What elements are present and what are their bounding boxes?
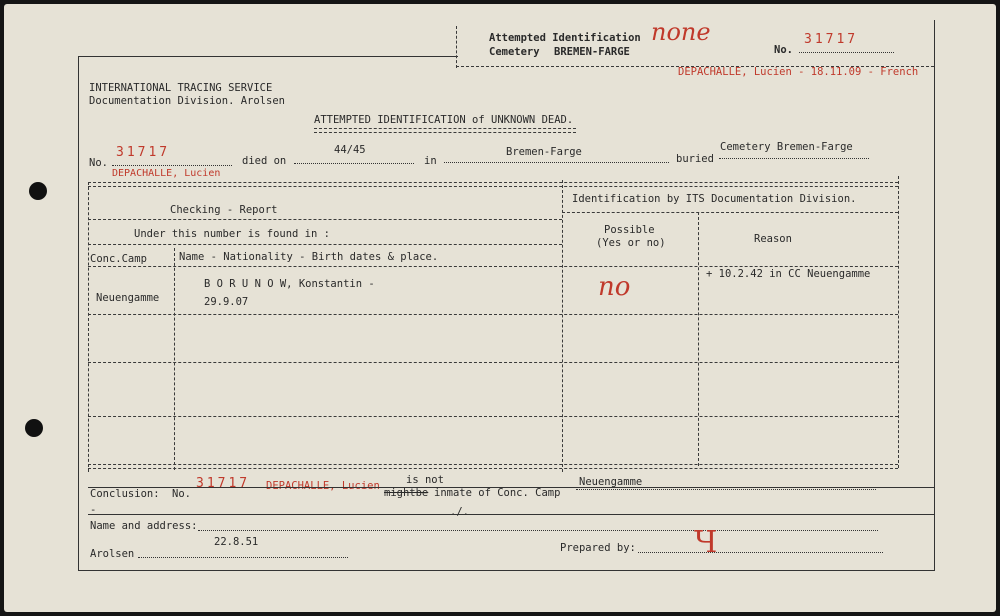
org-line-1: INTERNATIONAL TRACING SERVICE: [89, 82, 273, 94]
form-top-border: [78, 56, 458, 57]
cemetery-label: Cemetery: [489, 46, 540, 58]
place-dots: [138, 557, 348, 558]
conclusion-struck: mightbe: [384, 487, 429, 499]
table-line-2: [88, 244, 562, 245]
punch-hole-bottom: [25, 419, 43, 437]
table-left-border: [88, 182, 89, 472]
header-box-left: [456, 26, 457, 68]
buried-dots: [719, 158, 869, 159]
camp-column-header: Conc.Camp: [90, 253, 147, 265]
conclusion-name: DEPACHALLE, Lucien: [266, 480, 380, 492]
table-line-4: [88, 314, 898, 315]
row-birth: 29.9.07: [204, 296, 249, 308]
table-right-border: [898, 176, 899, 468]
table-divider-camp: [174, 248, 175, 470]
conclusion-camp: Neuengamme: [579, 476, 643, 488]
conclusion-no-label: No.: [172, 488, 191, 500]
table-line-1b: [562, 212, 898, 213]
footer-date: 22.8.51: [214, 536, 259, 548]
prepared-dots: [638, 552, 883, 553]
table-divider-reason: [698, 212, 699, 466]
died-label: died on: [242, 155, 287, 167]
died-dots: [294, 163, 414, 164]
row-camp: Neuengamme: [96, 292, 160, 304]
attempted-value: none: [651, 18, 711, 46]
form-right-border: [934, 20, 935, 571]
dash-mark: -: [90, 504, 97, 516]
possible-header: Possible: [604, 224, 655, 236]
form-bottom-border: [78, 570, 934, 571]
prepared-label: Prepared by:: [560, 542, 636, 554]
cemetery-value: BREMEN-FARGE: [554, 46, 630, 58]
table-line-1: [88, 219, 562, 220]
conclusion-rule: [88, 487, 934, 488]
record-name-note: DEPACHALLE, Lucien: [112, 168, 221, 179]
possible-subheader: (Yes or no): [596, 237, 666, 249]
conclusion-label: Conclusion:: [90, 488, 160, 500]
conclusion-camp-dots: [576, 489, 876, 490]
attempted-label: Attempted Identification: [489, 32, 641, 44]
conclusion-inmate-text: inmate of Conc. Camp: [434, 487, 561, 499]
document-card: [4, 4, 996, 612]
record-no-value: 31717: [116, 145, 171, 160]
header-no-value: 31717: [804, 32, 859, 47]
record-no-dots: [112, 165, 232, 166]
reason-header: Reason: [754, 233, 792, 245]
title-underline: [314, 128, 576, 133]
row-possible: no: [598, 272, 631, 302]
org-line-2: Documentation Division. Arolsen: [89, 95, 285, 107]
header-no-dots: [799, 52, 894, 53]
buried-value: Cemetery Bremen-Farge: [720, 141, 853, 153]
in-value: Bremen-Farge: [506, 146, 582, 158]
form-title: ATTEMPTED IDENTIFICATION of UNKNOWN DEAD.: [314, 114, 574, 126]
table-bottom-border: [88, 464, 898, 469]
name-column-header: Name - Nationality - Birth dates & place.: [179, 251, 439, 263]
row-name: B O R U N O W, Konstantin -: [204, 278, 375, 290]
record-no-label: No.: [89, 157, 108, 169]
table-line-3: [88, 266, 898, 267]
form-left-border: [78, 56, 79, 571]
table-line-5: [88, 362, 898, 363]
header-no-label: No.: [774, 44, 793, 56]
slash-note: ./.: [450, 506, 469, 518]
table-divider-main: [562, 180, 563, 472]
in-dots: [444, 162, 669, 163]
checking-report-header: Checking - Report: [170, 204, 278, 216]
side-note: DEPACHALLE, Lucien - 18.11.09 - French: [678, 66, 919, 78]
row-reason: + 10.2.42 in CC Neuengamme: [706, 268, 871, 280]
table-line-6: [88, 416, 898, 417]
conclusion-rule-2: [88, 514, 934, 515]
in-label: in: [424, 155, 437, 167]
name-address-label: Name and address:: [90, 520, 198, 532]
conclusion-no-value: 31717: [196, 476, 251, 491]
signature: Ч: [694, 525, 718, 560]
died-value: 44/45: [334, 144, 366, 156]
punch-hole-top: [29, 182, 47, 200]
name-address-dots: [198, 530, 878, 531]
under-number-label: Under this number is found in :: [134, 228, 330, 240]
table-top-border: [88, 182, 898, 187]
identification-header: Identification by ITS Documentation Division.: [572, 193, 857, 205]
conclusion-is-not: is not: [406, 474, 444, 486]
footer-place: Arolsen: [90, 548, 135, 560]
buried-label: buried: [676, 153, 714, 165]
